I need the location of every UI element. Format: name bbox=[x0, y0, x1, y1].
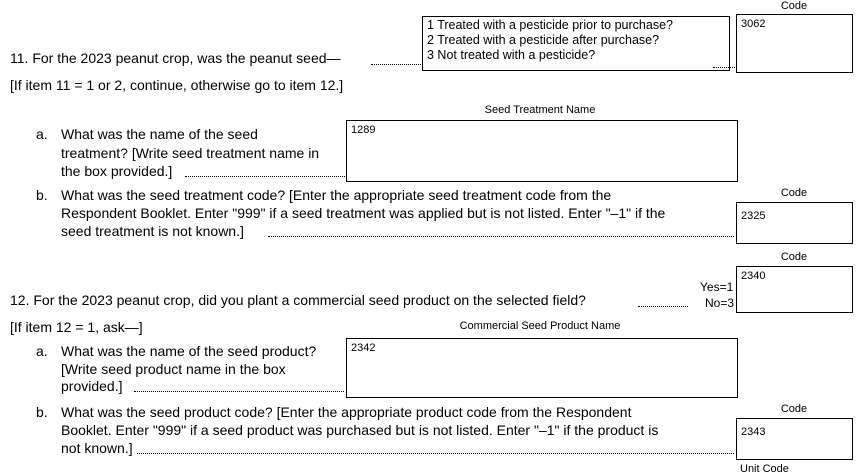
q12-code-box[interactable] bbox=[736, 266, 853, 313]
q11b-code-value: 2325 bbox=[741, 210, 766, 222]
q12b-question-line-3: not known.] bbox=[61, 440, 133, 456]
q12-code-value: 2340 bbox=[741, 270, 766, 282]
q12-leader-dots bbox=[638, 306, 688, 307]
q12b-leader-dots bbox=[137, 453, 734, 454]
q11a-name-box[interactable] bbox=[346, 120, 738, 182]
q11-option-3[interactable]: 3 Not treated with a pesticide? bbox=[427, 48, 596, 62]
q12b-code-header: Code bbox=[780, 403, 808, 415]
q11b-leader-dots bbox=[268, 236, 734, 237]
q11-code-header: Code bbox=[780, 0, 808, 12]
q11a-letter: a. bbox=[36, 126, 48, 142]
q11-options-box bbox=[422, 16, 730, 71]
q12a-question-line-3: provided.] bbox=[61, 378, 123, 394]
q11-code-leader-dots bbox=[713, 67, 735, 68]
q11-question: 11. For the 2023 peanut crop, was the peanut seed— bbox=[10, 50, 341, 66]
q11-option-1[interactable]: 1 Treated with a pesticide prior to purchase? bbox=[427, 18, 673, 32]
q12a-letter: a. bbox=[36, 343, 48, 359]
q11b-code-box[interactable] bbox=[736, 202, 853, 244]
q12b-code-value: 2343 bbox=[741, 426, 766, 438]
q11-option-2[interactable]: 2 Treated with a pesticide after purchase? bbox=[427, 33, 660, 47]
q12-ask-instruction: [If item 12 = 1, ask—] bbox=[10, 319, 143, 335]
q12a-name-box[interactable] bbox=[346, 338, 738, 398]
q12b-question-line-2: Booklet. Enter "999" if a seed product was purchased but is not listed. Enter "–1" if the product is bbox=[61, 422, 659, 438]
q12-code-header: Code bbox=[780, 251, 808, 263]
q12-question: 12. For the 2023 peanut crop, did you plant a commercial seed product on the selected field? bbox=[10, 292, 586, 308]
q12b-question-line-1: What was the seed product code? [Enter the appropriate product code from the Respondent bbox=[61, 404, 632, 420]
q12a-question-line-1: What was the name of the seed product? bbox=[61, 343, 317, 359]
q12a-code-value: 2342 bbox=[351, 342, 376, 354]
q11b-code-header: Code bbox=[780, 187, 808, 199]
q11-skip-instruction: [If item 11 = 1 or 2, continue, otherwise go to item 12.] bbox=[10, 77, 344, 93]
q11b-question-line-1: What was the seed treatment code? [Enter the appropriate seed treatment code from the bbox=[61, 187, 612, 203]
q12b-letter: b. bbox=[36, 404, 48, 420]
q11a-box-header: Seed Treatment Name bbox=[484, 104, 596, 116]
q11a-question-line-3: the box provided.] bbox=[61, 163, 173, 179]
q11a-question-line-2: treatment? [Write seed treatment name in bbox=[61, 145, 320, 161]
q11a-leader-dots bbox=[185, 176, 345, 177]
q11a-question-line-1: What was the name of the seed bbox=[61, 126, 258, 142]
q11a-code-value: 1289 bbox=[351, 124, 376, 136]
q11b-letter: b. bbox=[36, 187, 48, 203]
q12a-leader-dots bbox=[134, 391, 344, 392]
q11-leader-dots bbox=[371, 64, 421, 65]
q12-no[interactable]: No=3 bbox=[705, 296, 735, 310]
q11-code-box[interactable] bbox=[736, 14, 853, 73]
q11b-question-line-3: seed treatment is not known.] bbox=[61, 223, 244, 239]
q12a-question-line-2: [Write seed product name in the box bbox=[61, 361, 286, 377]
q11-code-value: 3062 bbox=[741, 18, 766, 30]
q12a-box-header: Commercial Seed Product Name bbox=[459, 320, 621, 332]
q11b-question-line-2: Respondent Booklet. Enter "999" if a seed treatment was applied but is not listed. Enter "–1" if the bbox=[61, 205, 666, 221]
unit-code-header: Unit Code bbox=[740, 463, 789, 475]
q12-yes[interactable]: Yes=1 bbox=[700, 280, 734, 294]
q12b-code-box[interactable] bbox=[736, 418, 853, 460]
